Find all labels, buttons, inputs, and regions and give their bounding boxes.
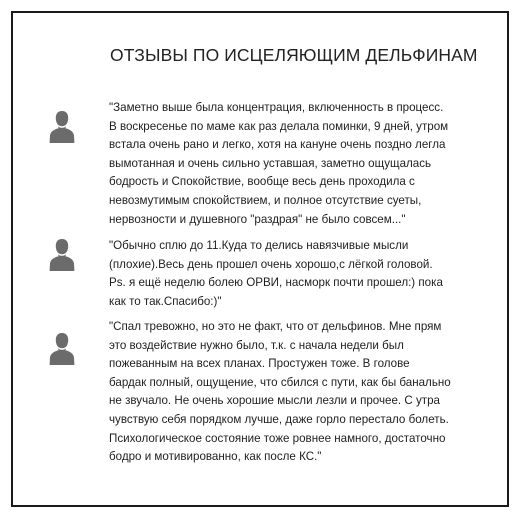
review-text	[109, 99, 481, 229]
review-text	[109, 318, 481, 467]
review-line: "Заметно выше была концентрация, включенность в процесс.	[109, 101, 444, 114]
review-line: не звучало. Не очень хорошие мысли лезли и прочее. С утра	[109, 394, 440, 408]
review-line: бодрость и Спокойствие, вообще весь день проходила с	[109, 175, 415, 189]
review-line: бодро и мотивированно, как после КС."	[109, 450, 322, 464]
user-silhouette-icon	[49, 109, 75, 143]
review-line: бардак полный, ощущение, что сбился с пути, как бы банально	[109, 375, 451, 389]
review-line: Психологическое состояние тоже ровнее намного, достаточно	[109, 431, 446, 445]
user-silhouette-icon	[49, 331, 75, 365]
review-line: встала очень рано и легко, хотя на кануне очень поздно легла	[109, 138, 446, 152]
review-line: "Обычно сплю до 11.Куда то делись навязчивые мысли	[109, 239, 409, 252]
user-silhouette-icon	[49, 237, 75, 271]
review-line: В воскресенье по маме как раз делала поминки, 9 дней, утром	[109, 119, 449, 133]
reviews-panel	[11, 11, 509, 507]
review-line: нервозности и душевного "раздрая" не было совсем..."	[109, 212, 406, 226]
review-line: как то так.Спасибо:)"	[109, 294, 222, 308]
review-line: чувствую себя порядком лучше, даже горло перестало болеть.	[109, 412, 449, 426]
review-line: "Спал тревожно, но это не факт, что от дельфинов. Мне прям	[109, 320, 442, 333]
review-line: Ps. я ещё неделю болею ОРВИ, насморк почти прошел:) пока	[109, 276, 443, 290]
page-title: ОТЗЫВЫ ПО ИСЦЕЛЯЮЩИМ ДЕЛЬФИНАМ	[110, 45, 478, 65]
review-line: (плохие).Весь день прошел очень хорошо,с лёгкой головой.	[109, 257, 433, 271]
review-line: пожеванным на всех планах. Простужен тоже. В голове	[109, 357, 410, 371]
review-line: невозмутимым спокойствием, и полное отсутствие суеты,	[109, 193, 422, 207]
review-text	[109, 237, 481, 311]
review-line: это воздействие нужно было, т.к. с начала недели был	[109, 338, 404, 352]
review-line: вымотанная и очень сильно уставшая, заметно ощущалась	[109, 156, 432, 170]
